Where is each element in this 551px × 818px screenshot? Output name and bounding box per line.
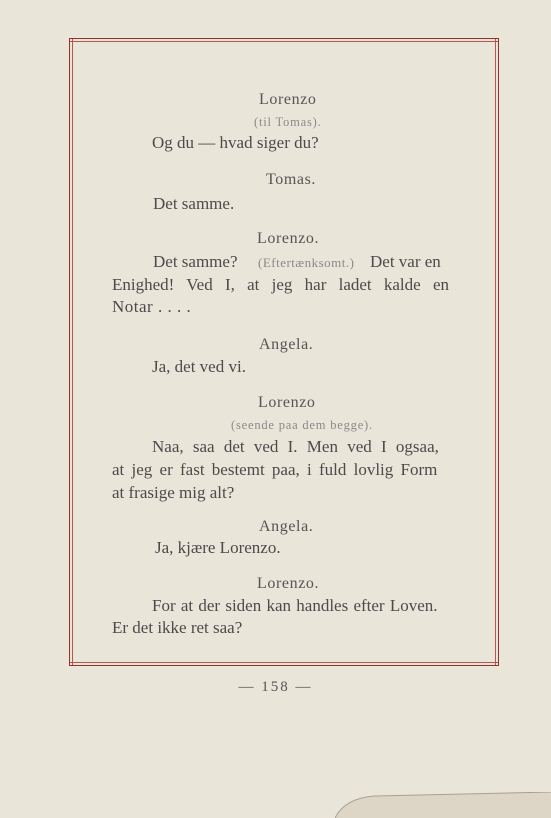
dialogue-line: For at der siden kan handles efter Loven. (152, 596, 438, 615)
speaker-lorenzo: Lorenzo (258, 394, 316, 411)
dialogue-line: Ja, det ved vi. (152, 357, 246, 376)
dialogue-line: at frasige mig alt? (112, 483, 235, 502)
stage-direction: (seende paa dem begge). (231, 418, 373, 432)
page-number: — 158 — (238, 679, 313, 695)
speaker-tomas: Tomas. (266, 171, 317, 188)
dialogue-text: Det samme? (153, 252, 238, 271)
frame-inner-top-rule (70, 41, 498, 42)
speaker-lorenzo: Lorenzo (259, 91, 317, 108)
dialogue-line: at jeg er fast bestemt paa, i fuld lovlig Form (112, 460, 438, 479)
page-corner-curl (335, 792, 551, 818)
speaker-angela: Angela. (259, 336, 314, 353)
stage-direction: (til Tomas). (254, 115, 322, 129)
frame-inner-bottom-rule (70, 662, 498, 663)
dialogue-text: Enighed! Ved I, at jeg har ladet kalde en (112, 275, 449, 294)
dialogue-text: Det var en (370, 252, 441, 271)
dialogue-line: Naa, saa det ved I. Men ved I ogsaa, (152, 437, 439, 456)
dialogue-line: Er det ikke ret saa? (112, 618, 243, 637)
speaker-lorenzo: Lorenzo. (257, 230, 320, 247)
frame-inner-left-rule (72, 39, 73, 665)
dialogue-line (153, 252, 238, 272)
inline-stage-direction: (Eftertænksomt.) (258, 255, 355, 270)
dialogue-line: Det samme. (153, 194, 235, 213)
dialogue-line-justified (112, 275, 462, 295)
speaker-angela: Angela. (259, 518, 314, 535)
frame-inner-right-rule (495, 39, 496, 665)
speaker-lorenzo: Lorenzo. (257, 575, 320, 592)
dialogue-line: Og du — hvad siger du? (152, 133, 319, 152)
dialogue-line: Ja, kjære Lorenzo. (155, 538, 281, 557)
dialogue-line: Notar . . . . (112, 297, 192, 316)
